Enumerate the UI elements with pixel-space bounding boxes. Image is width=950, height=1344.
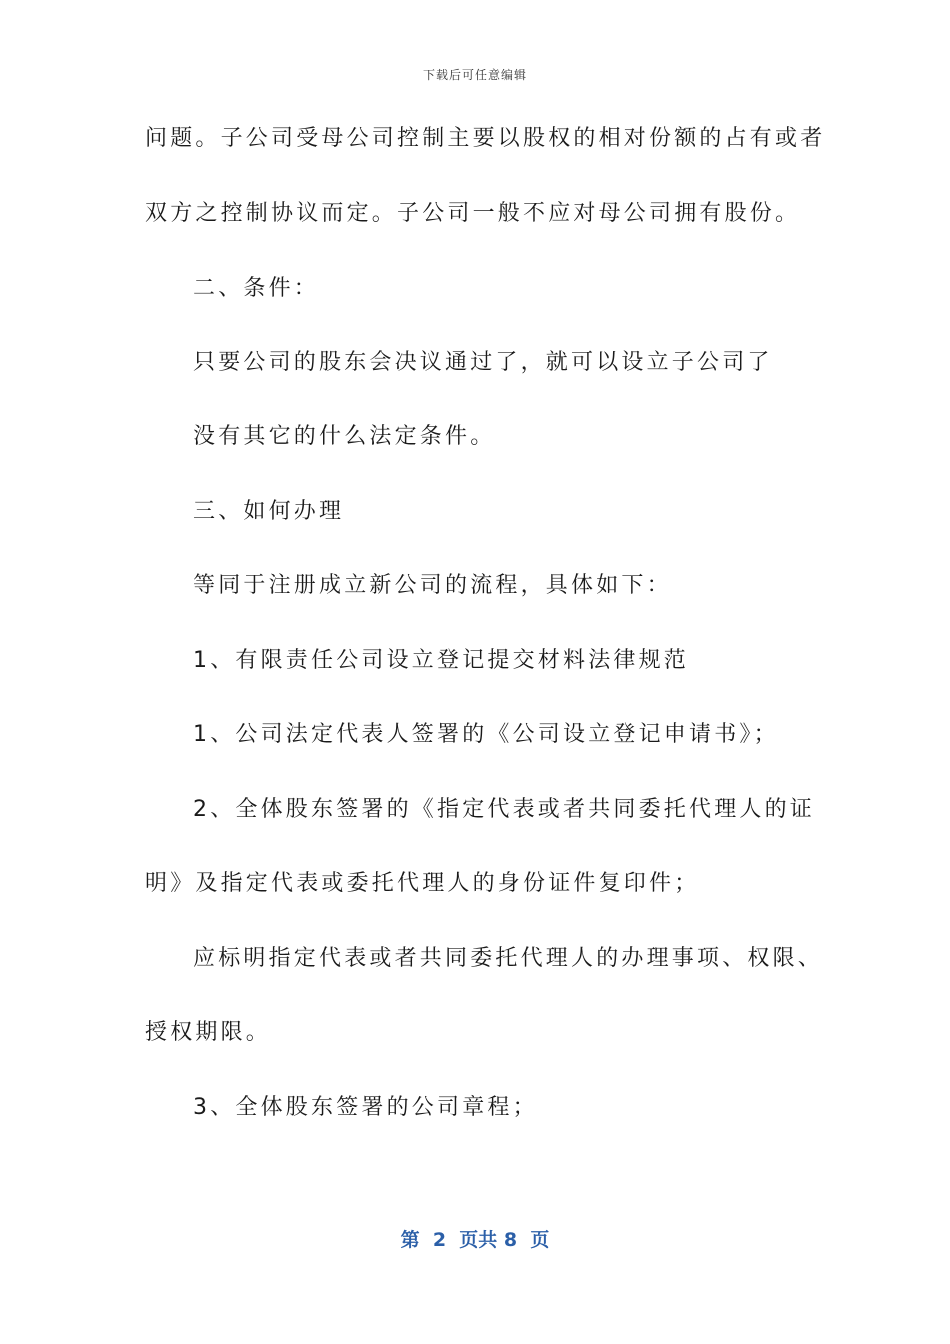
list-item: 3、全体股东签署的公司章程； [193,1095,538,1120]
paragraph-line: 没有其它的什么法定条件。 [193,424,496,449]
paragraph-line: 明》及指定代表或委托代理人的身份证件复印件； [145,871,700,896]
paragraph-line: 双方之控制协议而定。子公司一般不应对母公司拥有股份。 [145,201,801,226]
paragraph-line: 等同于注册成立新公司的流程，具体如下： [193,573,672,598]
paragraph-line: 只要公司的股东会决议通过了，就可以设立子公司了 [193,350,773,375]
paragraph-line: 应标明指定代表或者共同委托代理人的办理事项、权限、 [193,946,824,971]
page-header: 下载后可任意编辑 [422,68,527,82]
list-item: 1、有限责任公司设立登记提交材料法律规范 [193,648,689,673]
page-number-footer: 第 2 页共 8 页 [400,1229,550,1251]
section-heading: 二、条件： [193,276,320,301]
paragraph-line: 问题。子公司受母公司控制主要以股权的相对份额的占有或者 [145,126,826,151]
paragraph-line: 授权期限。 [145,1020,272,1045]
list-item: 1、公司法定代表人签署的《公司设立登记申请书》； [193,722,779,747]
list-item: 2、全体股东签署的《指定代表或者共同委托代理人的证 [193,797,815,822]
section-heading: 三、如何办理 [193,499,345,524]
